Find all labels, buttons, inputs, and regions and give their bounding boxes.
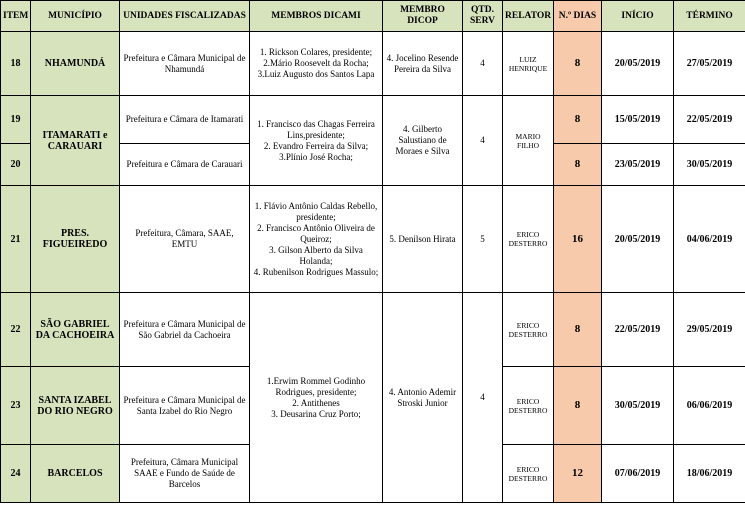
qtd-cell: 5	[463, 186, 503, 293]
termino-cell: 30/05/2019	[674, 144, 745, 186]
municipio-cell: NHAMUNDÁ	[31, 32, 120, 96]
relator-cell: ERICO DESTERRO	[503, 445, 554, 503]
inicio-cell: 23/05/2019	[602, 144, 674, 186]
dicami-cell	[250, 96, 383, 186]
dicami-member: 1. Flávio Antônio Caldas Rebello, presidente;	[254, 200, 378, 222]
dicami-member: 1.Erwim Rommel Godinho Rodrigues, presidente;	[266, 375, 366, 397]
termino-cell: 27/05/2019	[674, 32, 745, 96]
inicio-cell: 15/05/2019	[602, 96, 674, 144]
dicop-cell: 5. Denilson Hirata	[383, 186, 463, 293]
header-unidades: UNIDADES FISCALIZADAS	[120, 1, 250, 32]
dicop-cell: 4. Jocelino Resende Pereira da Silva	[383, 32, 463, 96]
relator-cell: ERICO DESTERRO	[503, 293, 554, 367]
qtd-cell: 4	[463, 293, 503, 503]
table-row	[1, 96, 745, 144]
termino-cell: 06/06/2019	[674, 367, 745, 445]
table-row	[1, 293, 745, 367]
dicami-member: 3.Luiz Augusto dos Santos Lapa	[257, 69, 375, 79]
table-row	[1, 32, 745, 96]
municipio-cell: BARCELOS	[31, 445, 120, 503]
dicami-member: 2. Antithenes	[292, 397, 340, 408]
dicami-cell	[250, 186, 383, 293]
header-inicio: INÍCIO	[602, 1, 674, 32]
inicio-cell: 22/05/2019	[602, 293, 674, 367]
dicami-member: 3. Gilson Alberto da Silva Holanda;	[269, 244, 363, 266]
qtd-cell: 4	[463, 32, 503, 96]
dicami-member: 3.Plínio José Rocha;	[279, 151, 353, 162]
header-termino: TÉRMINO	[674, 1, 745, 32]
termino-cell: 22/05/2019	[674, 96, 745, 144]
unidades-cell: Prefeitura e Câmara Municipal de Nhamundá	[120, 32, 250, 96]
unidades-cell: Prefeitura, Câmara, SAAE, EMTU	[120, 186, 250, 293]
table-row	[1, 186, 745, 293]
dias-cell: 12	[554, 445, 602, 503]
unidades-cell: Prefeitura e Câmara Municipal de São Gabriel da Cachoeira	[120, 293, 250, 367]
dias-cell: 8	[554, 293, 602, 367]
dias-cell: 8	[554, 32, 602, 96]
item-cell: 23	[1, 367, 31, 445]
dias-cell: 16	[554, 186, 602, 293]
municipio-cell: SANTA IZABEL DO RIO NEGRO	[31, 367, 120, 445]
inicio-cell: 07/06/2019	[602, 445, 674, 503]
municipio-cell: PRES. FIGUEIREDO	[31, 186, 120, 293]
relator-cell: MARIO FILHO	[503, 96, 554, 186]
item-cell: 18	[1, 32, 31, 96]
dicami-cell	[250, 32, 383, 96]
dias-cell: 8	[554, 96, 602, 144]
termino-cell: 04/06/2019	[674, 186, 745, 293]
relator-cell: ERICO DESTERRO	[503, 186, 554, 293]
dicop-cell: 4. Gilberto Salustiano de Moraes e Silva	[383, 96, 463, 186]
dicami-member: 2.Mário Roosevelt da Rocha;	[263, 58, 369, 68]
header-row	[1, 1, 745, 32]
header-municipio: MUNICÍPIO	[31, 1, 120, 32]
header-membro-dicop: MEMBRO DICOP	[383, 1, 463, 32]
item-cell: 24	[1, 445, 31, 503]
dicami-member: 4. Rubenilson Rodrigues Massulo;	[253, 266, 379, 277]
qtd-cell: 4	[463, 96, 503, 186]
unidades-cell: Prefeitura e Câmara de Carauari	[120, 144, 250, 186]
dias-cell: 8	[554, 144, 602, 186]
header-dias: N.º DIAS	[554, 1, 602, 32]
header-relator: RELATOR	[503, 1, 554, 32]
inicio-cell: 30/05/2019	[602, 367, 674, 445]
municipio-cell: SÃO GABRIEL DA CACHOEIRA	[31, 293, 120, 367]
termino-cell: 18/06/2019	[674, 445, 745, 503]
dicami-member: 2. Francisco Antônio Oliveira de Queiroz;	[257, 222, 375, 244]
dicami-member: 1. Francisco das Chagas Ferreira Lins,presidente;	[257, 118, 375, 140]
termino-cell: 29/05/2019	[674, 293, 745, 367]
item-cell: 20	[1, 144, 31, 186]
relator-cell: LUIZ HENRIQUE	[503, 32, 554, 96]
dicop-cell: 4. Antonio Ademir Stroski Junior	[383, 293, 463, 503]
header-membros-dicami: MEMBROS DICAMI	[250, 1, 383, 32]
dicami-cell	[250, 293, 383, 503]
header-item: ITEM	[1, 1, 31, 32]
unidades-cell: Prefeitura, Câmara Municipal SAAE e Fundo de Saúde de Barcelos	[120, 445, 250, 503]
item-cell: 19	[1, 96, 31, 144]
header-qtd-serv: QTD. SERV	[463, 1, 503, 32]
inicio-cell: 20/05/2019	[602, 186, 674, 293]
relator-cell: ERICO DESTERRO	[503, 367, 554, 445]
inicio-cell: 20/05/2019	[602, 32, 674, 96]
dicami-member: 1. Rickson Colares, presidente;	[259, 47, 373, 57]
dicami-member: 2. Evandro Ferreira da Silva;	[263, 140, 369, 151]
unidades-cell: Prefeitura e Câmara de Itamarati	[120, 96, 250, 144]
item-cell: 21	[1, 186, 31, 293]
dicami-member: 3. Deusarina Cruz Porto;	[271, 408, 361, 419]
dias-cell: 8	[554, 367, 602, 445]
municipio-cell: ITAMARATI e CARAUARI	[31, 96, 120, 186]
item-cell: 22	[1, 293, 31, 367]
unidades-cell: Prefeitura e Câmara Municipal de Santa Izabel do Rio Negro	[120, 367, 250, 445]
